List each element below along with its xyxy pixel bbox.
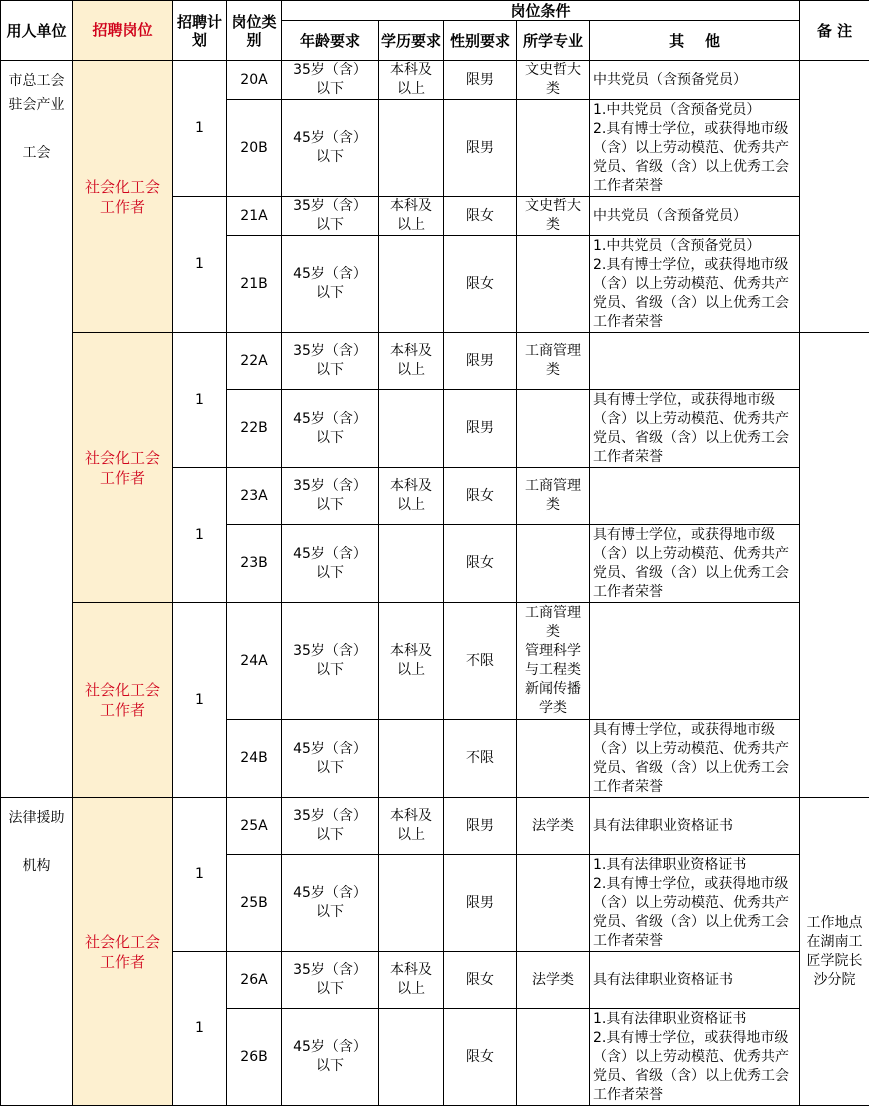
plan-cell: 1 <box>173 61 227 197</box>
major-requirement <box>517 720 590 798</box>
table-row <box>1 61 869 100</box>
category-code: 22A <box>227 333 282 390</box>
major-requirement: 法学类 <box>517 952 590 1009</box>
category-code: 23B <box>227 525 282 603</box>
unit-cell <box>1 61 73 798</box>
other-requirement: 具有法律职业资格证书 <box>590 798 800 855</box>
education-requirement: 本科及以上 <box>379 603 444 720</box>
education-requirement: 本科及以上 <box>379 61 444 100</box>
post-name-cell: 社会化工会工作者 <box>73 798 173 1106</box>
category-code: 26A <box>227 952 282 1009</box>
unit-line: 市总工会 <box>8 73 65 89</box>
header-remark: 备 注 <box>800 1 869 61</box>
post-name-cell: 社会化工会工作者 <box>73 603 173 798</box>
header-plan: 招聘计划 <box>173 1 227 61</box>
other-requirement: 具有法律职业资格证书 <box>590 952 800 1009</box>
age-requirement: 35岁（含）以下 <box>282 61 379 100</box>
header-category: 岗位类别 <box>227 1 282 61</box>
unit-line: 驻会产业 <box>8 97 65 113</box>
other-requirement: 中共党员（含预备党员） <box>590 197 800 236</box>
unit-line <box>1 117 72 141</box>
age-requirement: 45岁（含）以下 <box>282 390 379 468</box>
age-requirement: 35岁（含）以下 <box>282 333 379 390</box>
major-requirement <box>517 1009 590 1106</box>
other-requirement <box>590 100 800 197</box>
text-line: 2.具有博士学位，或获得地市级（含）以上劳动模范、优秀共产党员、省级（含）以上优秀工会工作者荣誉 <box>593 120 789 194</box>
unit-line <box>1 830 72 854</box>
education-requirement <box>379 100 444 197</box>
header-education: 学历要求 <box>379 21 444 61</box>
header-age: 年龄要求 <box>282 21 379 61</box>
other-requirement: 中共党员（含预备党员） <box>590 61 800 100</box>
remark-cell <box>800 61 869 333</box>
text-line: 工商管理类 <box>525 605 581 640</box>
education-requirement: 本科及以上 <box>379 952 444 1009</box>
text-line: 1.中共党员（含预备党员） <box>593 101 761 118</box>
category-code: 20B <box>227 100 282 197</box>
text-line: 1.具有法律职业资格证书 <box>593 856 747 873</box>
age-requirement: 45岁（含）以下 <box>282 236 379 333</box>
unit-line: 工会 <box>22 145 51 161</box>
age-requirement: 35岁（含）以下 <box>282 197 379 236</box>
major-requirement <box>517 100 590 197</box>
education-requirement <box>379 390 444 468</box>
category-code: 22B <box>227 390 282 468</box>
unit-cell <box>1 798 73 1106</box>
education-requirement <box>379 236 444 333</box>
age-requirement: 35岁（含）以下 <box>282 798 379 855</box>
category-code: 21B <box>227 236 282 333</box>
text-line: 新闻传播学类 <box>525 681 581 716</box>
major-requirement: 工商管理类 <box>517 333 590 390</box>
major-requirement <box>517 855 590 952</box>
other-requirement <box>590 468 800 525</box>
category-code: 25A <box>227 798 282 855</box>
remark-cell <box>800 333 869 798</box>
table-row <box>1 798 869 855</box>
major-requirement <box>517 603 590 720</box>
gender-requirement: 限女 <box>444 952 517 1009</box>
plan-cell: 1 <box>173 197 227 333</box>
gender-requirement: 限男 <box>444 798 517 855</box>
text-line: 1.具有法律职业资格证书 <box>593 1010 747 1027</box>
post-name-cell: 社会化工会工作者 <box>73 333 173 603</box>
major-requirement: 法学类 <box>517 798 590 855</box>
gender-requirement: 限女 <box>444 236 517 333</box>
category-code: 26B <box>227 1009 282 1106</box>
category-code: 24B <box>227 720 282 798</box>
gender-requirement: 限男 <box>444 100 517 197</box>
header-conditions: 岗位条件 <box>282 1 800 21</box>
education-requirement: 本科及以上 <box>379 798 444 855</box>
age-requirement: 45岁（含）以下 <box>282 720 379 798</box>
education-requirement <box>379 720 444 798</box>
unit-line: 法律援助 <box>8 810 65 826</box>
education-requirement <box>379 855 444 952</box>
age-requirement: 35岁（含）以下 <box>282 952 379 1009</box>
education-requirement: 本科及以上 <box>379 468 444 525</box>
plan-cell: 1 <box>173 333 227 468</box>
education-requirement <box>379 525 444 603</box>
unit-line: 机构 <box>22 858 51 874</box>
age-requirement: 45岁（含）以下 <box>282 100 379 197</box>
category-code: 25B <box>227 855 282 952</box>
major-requirement: 工商管理类 <box>517 468 590 525</box>
category-code: 20A <box>227 61 282 100</box>
other-requirement: 具有博士学位，或获得地市级（含）以上劳动模范、优秀共产党员、省级（含）以上优秀工会工作者荣誉 <box>590 390 800 468</box>
gender-requirement: 限女 <box>444 468 517 525</box>
gender-requirement: 限男 <box>444 61 517 100</box>
other-requirement <box>590 333 800 390</box>
gender-requirement: 限女 <box>444 525 517 603</box>
category-code: 24A <box>227 603 282 720</box>
major-requirement <box>517 390 590 468</box>
major-requirement <box>517 525 590 603</box>
other-requirement <box>590 236 800 333</box>
gender-requirement: 不限 <box>444 603 517 720</box>
text-line: 2.具有博士学位，或获得地市级（含）以上劳动模范、优秀共产党员、省级（含）以上优秀工会工作者荣誉 <box>593 1029 789 1103</box>
category-code: 21A <box>227 197 282 236</box>
text-line: 2.具有博士学位，或获得地市级（含）以上劳动模范、优秀共产党员、省级（含）以上优秀工会工作者荣誉 <box>593 875 789 949</box>
education-requirement <box>379 1009 444 1106</box>
header-major: 所学专业 <box>517 21 590 61</box>
plan-cell: 1 <box>173 798 227 952</box>
education-requirement: 本科及以上 <box>379 197 444 236</box>
category-code: 23A <box>227 468 282 525</box>
age-requirement: 45岁（含）以下 <box>282 855 379 952</box>
other-requirement <box>590 855 800 952</box>
table-row <box>1 333 869 390</box>
plan-cell: 1 <box>173 603 227 798</box>
plan-cell: 1 <box>173 468 227 603</box>
other-requirement <box>590 1009 800 1106</box>
gender-requirement: 不限 <box>444 720 517 798</box>
major-requirement: 文史哲大类 <box>517 61 590 100</box>
header-gender: 性别要求 <box>444 21 517 61</box>
gender-requirement: 限女 <box>444 197 517 236</box>
plan-cell: 1 <box>173 952 227 1106</box>
text-line: 1.中共党员（含预备党员） <box>593 237 761 254</box>
remark-cell: 工作地点在湖南工匠学院长沙分院 <box>800 798 869 1106</box>
table-row <box>1 603 869 720</box>
gender-requirement: 限男 <box>444 333 517 390</box>
major-requirement <box>517 236 590 333</box>
other-requirement: 具有博士学位，或获得地市级（含）以上劳动模范、优秀共产党员、省级（含）以上优秀工会工作者荣誉 <box>590 525 800 603</box>
gender-requirement: 限女 <box>444 1009 517 1106</box>
gender-requirement: 限男 <box>444 390 517 468</box>
post-name-cell: 社会化工会工作者 <box>73 61 173 333</box>
text-line: 管理科学与工程类 <box>525 643 581 678</box>
header-unit: 用人单位 <box>1 1 73 61</box>
other-requirement <box>590 603 800 720</box>
age-requirement: 45岁（含）以下 <box>282 1009 379 1106</box>
age-requirement: 35岁（含）以下 <box>282 603 379 720</box>
age-requirement: 45岁（含）以下 <box>282 525 379 603</box>
header-other: 其 他 <box>590 21 800 61</box>
text-line: 2.具有博士学位，或获得地市级（含）以上劳动模范、优秀共产党员、省级（含）以上优秀工会工作者荣誉 <box>593 256 789 330</box>
major-requirement: 文史哲大类 <box>517 197 590 236</box>
header-post: 招聘岗位 <box>73 1 173 61</box>
other-requirement: 具有博士学位，或获得地市级（含）以上劳动模范、优秀共产党员、省级（含）以上优秀工会工作者荣誉 <box>590 720 800 798</box>
education-requirement: 本科及以上 <box>379 333 444 390</box>
gender-requirement: 限男 <box>444 855 517 952</box>
age-requirement: 35岁（含）以下 <box>282 468 379 525</box>
